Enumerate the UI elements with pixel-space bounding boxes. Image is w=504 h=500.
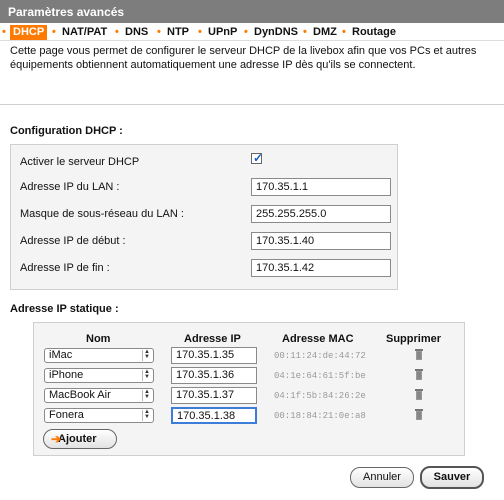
static-ip-input[interactable]: 170.35.1.36 [171,367,257,384]
end-ip-label: Adresse IP de fin : [20,262,110,274]
trash-icon[interactable] [414,348,424,360]
static-ip-section-title: Adresse IP statique : [10,303,119,315]
tab-bullet: • [244,26,248,38]
tab-bullet: • [2,26,6,38]
static-ip-input[interactable]: 170.35.1.35 [171,347,257,364]
checkmark-icon: ✓ [253,151,264,165]
static-ip-input[interactable]: 170.35.1.37 [171,387,257,404]
tab-bar [0,24,504,41]
select-arrows-icon: ▲ ▼ [142,350,151,361]
subnet-mask-input[interactable]: 255.255.255.0 [251,205,391,223]
tab-dns[interactable]: DNS [125,26,149,38]
column-header-delete: Supprimer [386,333,442,345]
device-name-select[interactable] [44,368,154,383]
divider [0,104,504,105]
cancel-button[interactable]: Annuler [350,467,414,488]
device-name-select[interactable] [44,388,154,403]
subnet-mask-label: Masque de sous-réseau du LAN : [20,208,184,220]
trash-icon[interactable] [414,368,424,380]
save-button[interactable]: Sauver [420,466,484,489]
column-header-ip: Adresse IP [184,333,241,345]
enable-dhcp-checkbox[interactable] [251,153,262,164]
page-title: Paramètres avancés [8,5,125,19]
tab-nat-pat[interactable]: NAT/PAT [62,26,108,38]
device-name-select[interactable] [44,408,154,423]
tab-upnp[interactable]: UPnP [208,26,238,38]
select-arrows-icon: ▲ ▼ [142,370,151,381]
tab-dmz[interactable]: DMZ [313,26,337,38]
tab-bullet: • [303,26,307,38]
column-header-mac: Adresse MAC [282,333,354,345]
start-ip-input[interactable]: 170.35.1.40 [251,232,391,250]
mac-address: 04:1f:5b:84:26:2e [274,391,366,401]
device-name-value: MacBook Air [49,389,111,401]
tab-dhcp[interactable]: DHCP [10,25,47,40]
add-button[interactable] [43,429,117,449]
device-name-select[interactable] [44,348,154,363]
mac-address: 04:1e:64:61:5f:be [274,371,366,381]
header-bar [0,0,504,23]
select-arrows-icon: ▲ ▼ [142,410,151,421]
device-name-value: iMac [49,349,73,361]
device-name-value: Fonera [49,409,84,421]
column-header-name: Nom [86,333,111,345]
intro-text: Cette page vous permet de configurer le serveur DHCP de la livebox afin que vos PCs et autres équipements obtiennent automatiquement une adresse IP dès qu'ils se connectent. [10,45,477,71]
tab-bullet: • [342,26,346,38]
start-ip-label: Adresse IP de début : [20,235,126,247]
lan-ip-input[interactable]: 170.35.1.1 [251,178,391,196]
tab-bullet: • [52,26,56,38]
end-ip-input[interactable]: 170.35.1.42 [251,259,391,277]
mac-address: 00:18:84:21:0e:a8 [274,411,366,421]
device-name-value: iPhone [49,369,84,381]
tab-bullet: • [157,26,161,38]
tab-bullet: • [115,26,119,38]
static-ip-input[interactable]: 170.35.1.38 [171,407,257,424]
tab-dyndns[interactable]: DynDNS [254,26,299,38]
mac-address: 00:11:24:de:44:72 [274,351,366,361]
dhcp-section-title: Configuration DHCP : [10,125,123,137]
trash-icon[interactable] [414,388,424,400]
tab-ntp[interactable]: NTP [167,26,189,38]
enable-dhcp-label: Activer le serveur DHCP [20,156,140,168]
static-ip-panel [33,322,465,456]
arrow-right-icon: ➔ [51,432,62,446]
trash-icon[interactable] [414,408,424,420]
tab-routage[interactable]: Routage [352,26,396,38]
select-arrows-icon: ▲ ▼ [142,390,151,401]
tab-bullet: • [198,26,202,38]
add-button-label: Ajouter [58,433,97,445]
dhcp-config-panel [10,144,398,290]
lan-ip-label: Adresse IP du LAN : [20,181,120,193]
